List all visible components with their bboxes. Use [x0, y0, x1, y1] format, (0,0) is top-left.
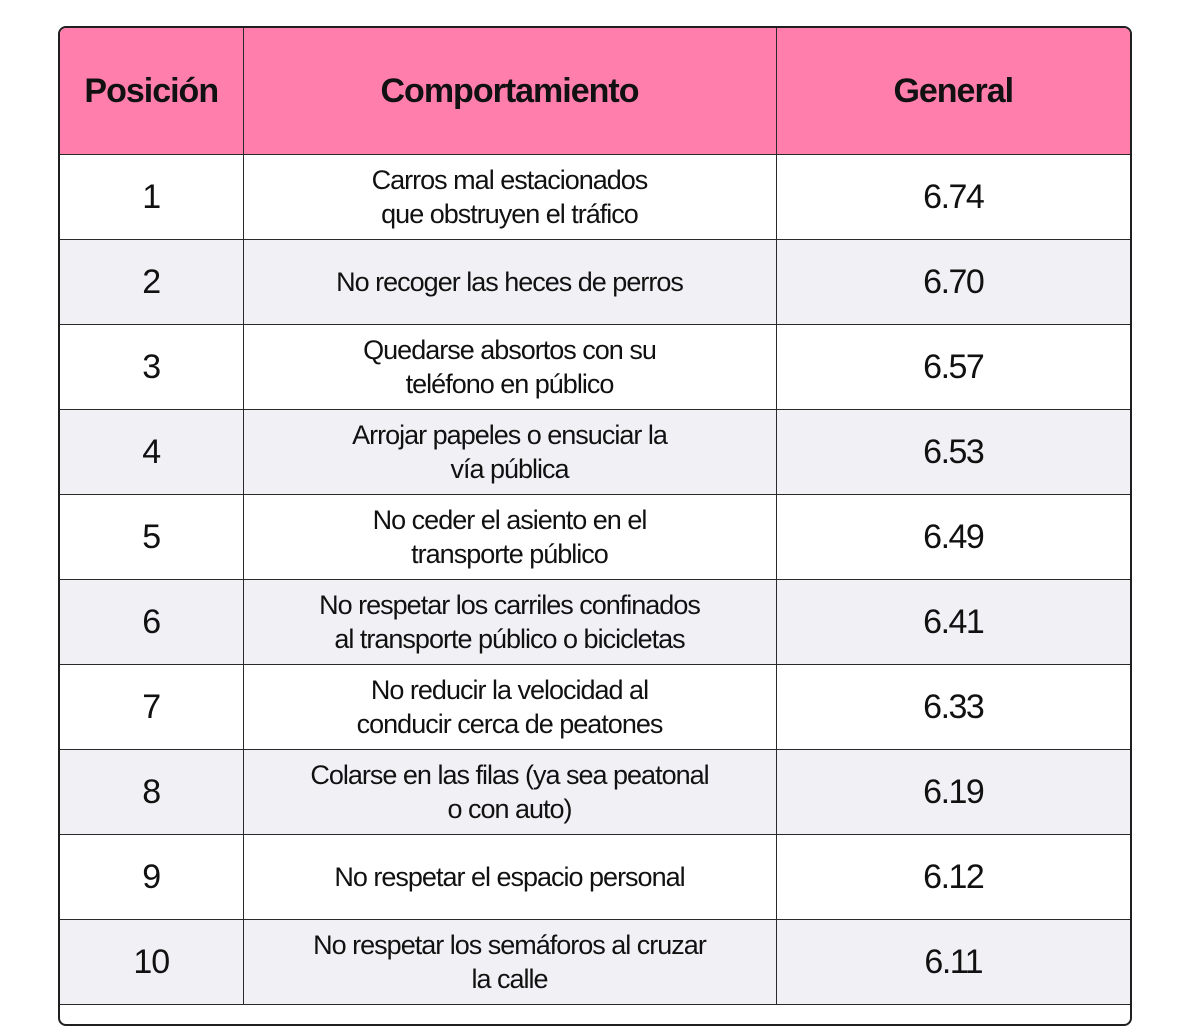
behavior-line: No respetar los carriles confinados [319, 590, 700, 620]
behavior-line: No reducir la velocidad al [370, 675, 649, 705]
behavior-line: No ceder el asiento en el [372, 505, 647, 535]
position-cell: 4 [60, 410, 243, 495]
behavior-line: teléfono en público [405, 369, 614, 399]
behavior-cell [243, 325, 776, 410]
table-row [60, 240, 1130, 325]
behavior-line: o con auto) [447, 794, 572, 824]
ranking-table [58, 26, 1132, 1026]
behavior-line: conducir cerca de peatones [356, 709, 663, 739]
table-row [60, 665, 1130, 750]
behavior-cell [243, 665, 776, 750]
general-score-cell: 6.74 [776, 155, 1130, 240]
table-row [60, 410, 1130, 495]
general-score-cell: 6.70 [776, 240, 1130, 325]
table-header [60, 28, 1130, 155]
header-behavior: Comportamiento [243, 28, 776, 155]
table-row [60, 580, 1130, 665]
table-row [60, 155, 1130, 240]
behavior-cell [243, 580, 776, 665]
behavior-ranking-table [60, 28, 1130, 1005]
behavior-cell [243, 410, 776, 495]
general-score-cell: 6.57 [776, 325, 1130, 410]
general-score-cell: 6.12 [776, 835, 1130, 920]
position-cell: 9 [60, 835, 243, 920]
general-score-cell: 6.11 [776, 920, 1130, 1005]
table-row [60, 835, 1130, 920]
table-row [60, 495, 1130, 580]
header-row [60, 28, 1130, 155]
position-cell: 2 [60, 240, 243, 325]
general-score-cell: 6.49 [776, 495, 1130, 580]
behavior-cell [243, 750, 776, 835]
position-cell: 6 [60, 580, 243, 665]
behavior-cell [243, 240, 776, 325]
behavior-line: Colarse en las filas (ya sea peatonal [310, 760, 709, 790]
general-score-cell: 6.41 [776, 580, 1130, 665]
behavior-cell [243, 495, 776, 580]
position-cell: 10 [60, 920, 243, 1005]
position-cell: 1 [60, 155, 243, 240]
behavior-line: No respetar el espacio personal [334, 862, 685, 892]
table-row [60, 750, 1130, 835]
behavior-cell [243, 155, 776, 240]
behavior-line: Quedarse absortos con su [363, 335, 656, 365]
behavior-cell [243, 835, 776, 920]
behavior-line: transporte público [411, 539, 608, 569]
table-row [60, 920, 1130, 1005]
behavior-line: No recoger las heces de perros [336, 267, 683, 297]
behavior-line: Arrojar papeles o ensuciar la [352, 420, 667, 450]
behavior-line: al transporte público o bicicletas [334, 624, 685, 654]
position-cell: 8 [60, 750, 243, 835]
behavior-line: vía pública [450, 454, 569, 484]
general-score-cell: 6.19 [776, 750, 1130, 835]
table-body [60, 155, 1130, 1005]
behavior-line: No respetar los semáforos al cruzar [313, 930, 706, 960]
general-score-cell: 6.53 [776, 410, 1130, 495]
position-cell: 7 [60, 665, 243, 750]
header-general: General [776, 28, 1130, 155]
header-position: Posición [60, 28, 243, 155]
position-cell: 5 [60, 495, 243, 580]
behavior-cell [243, 920, 776, 1005]
position-cell: 3 [60, 325, 243, 410]
table-row [60, 325, 1130, 410]
behavior-line: que obstruyen el tráfico [381, 199, 638, 229]
behavior-line: la calle [471, 964, 548, 994]
behavior-line: Carros mal estacionados [371, 165, 648, 195]
general-score-cell: 6.33 [776, 665, 1130, 750]
